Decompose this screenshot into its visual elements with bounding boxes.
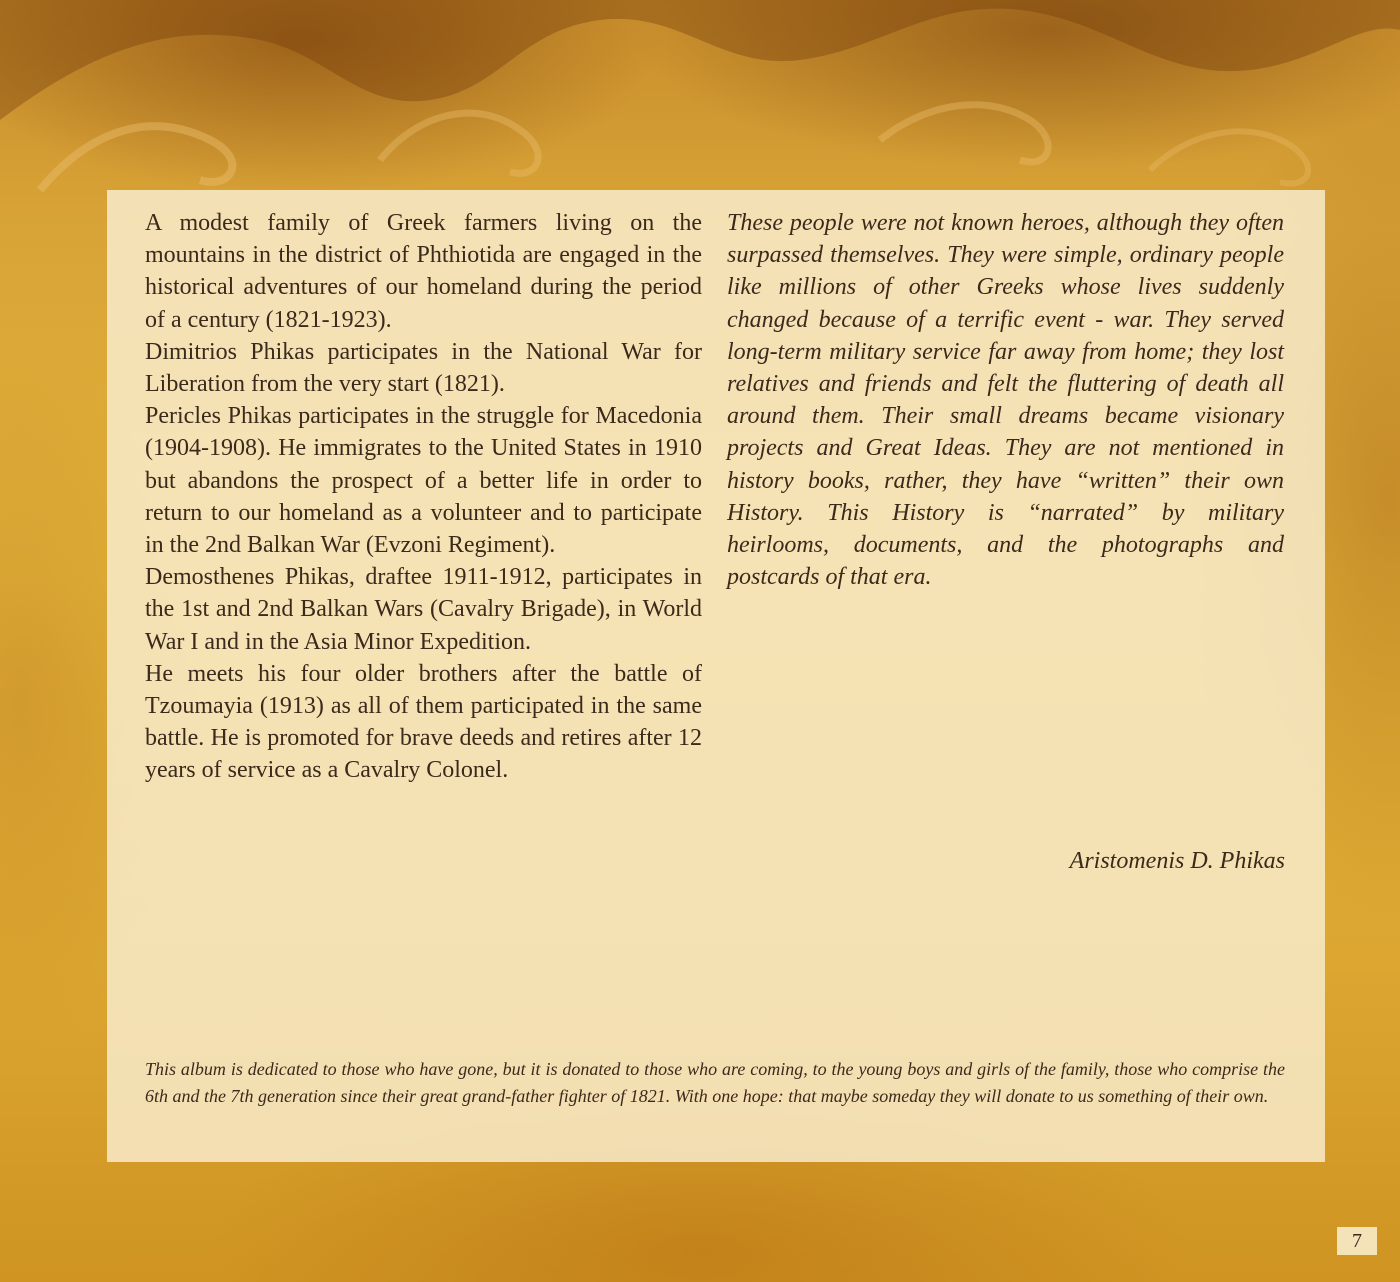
left-paragraph-2: Dimitrios Phikas participates in the National War for Liberation from the very start (1821). <box>145 338 702 398</box>
left-paragraph-5: He meets his four older brothers after the battle of Tzoumayia (1913) as all of them participated in the same battle. He is promoted for brave deeds and retires after 12 years of service as a Cavalry Colonel. <box>145 660 702 784</box>
left-paragraph-3: Pericles Phikas participates in the struggle for Macedonia (1904-1908). He immigrates to the United States in 1910 but abandons the prospect of a better life in order to return to our homeland as a volunteer and to participate in the 2nd Balkan War (Evzoni Regiment). <box>145 403 702 559</box>
right-paragraph-1: These people were not known heroes, although they often surpassed themselves. They were simple, ordinary people like millions of other Greeks whose lives suddenly changed because of a terrific event - war. They served long-term military service far away from home; they lost relatives and friends and felt the fluttering of death all around them. Their small dreams became visionary projects and Great Ideas. They are not mentioned in history books, rather, they have “written” their own History. This History is “narrated” by military heirlooms, documents, and the photographs and postcards of that era. <box>727 210 1284 591</box>
left-text-column <box>145 207 702 787</box>
dedication-text: This album is dedicated to those who have gone, but it is donated to those who are coming, to the young boys and girls of the family, those who comprise the 6th and the 7th generation since their great grand-father fighter of 1821. With one hope: that maybe someday they will donate to us something of their own. <box>145 1059 1285 1106</box>
page-number: 7 <box>1337 1227 1377 1255</box>
left-paragraph-4: Demosthenes Phikas, draftee 1911-1912, participates in the 1st and 2nd Balkan Wars (Cavalry Brigade), in World War I and in the Asia Minor Expedition. <box>145 564 702 655</box>
right-text-column <box>727 207 1284 593</box>
author-signature: Aristomenis D. Phikas <box>1069 848 1285 874</box>
ornamental-swirl-decoration <box>0 0 1400 200</box>
left-paragraph-1: A modest family of Greek farmers living on the mountains in the district of Phthiotida are engaged in the historical adventures of our homeland during the period of a century (1821-1923). <box>145 210 702 333</box>
